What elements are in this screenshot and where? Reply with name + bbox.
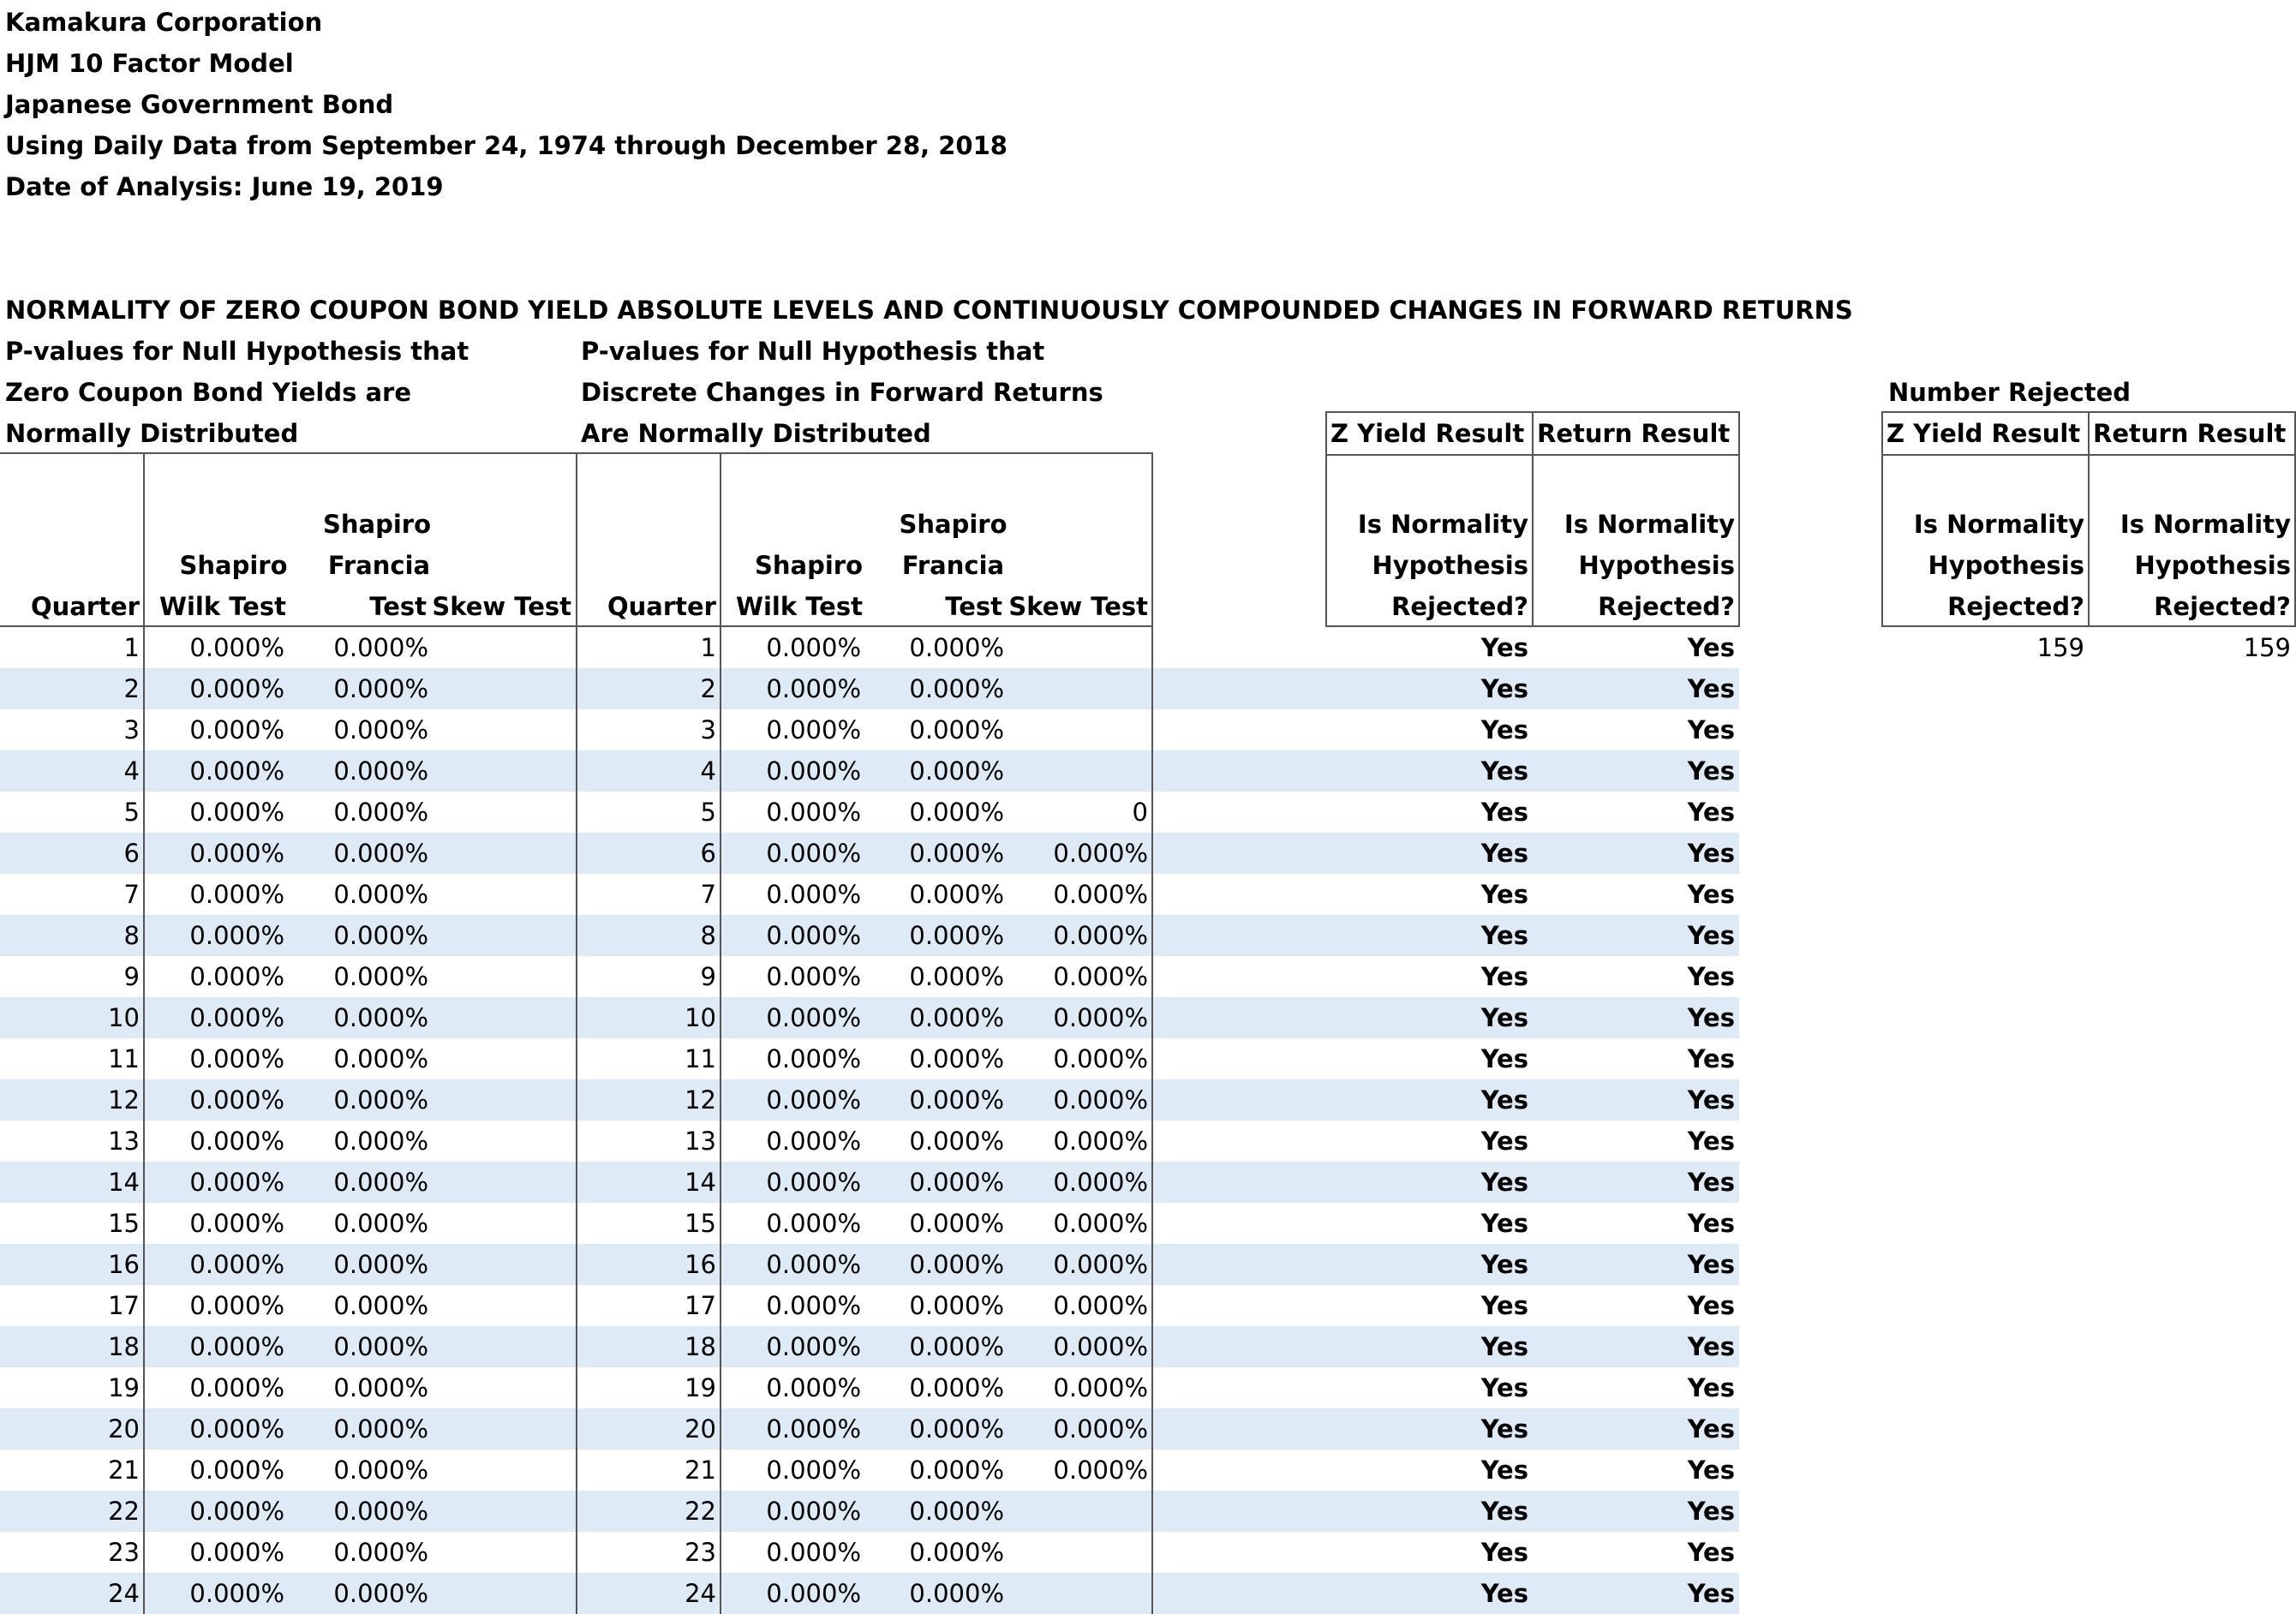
right-sf-cell: 0.000% [909,756,1004,786]
left-sw-cell: 0.000% [189,1332,284,1361]
right-quarter-cell: 18 [685,1332,716,1361]
z-yield-result-cell: Yes [1480,1209,1528,1238]
left-skew-cell [428,1450,571,1491]
left-sf-cell: 0.000% [333,1456,428,1485]
left-sw-cell: 0.000% [189,1209,284,1238]
left-quarter-cell: 8 [123,921,140,950]
left-sw-cell: 0.000% [189,839,284,868]
right-sf-cell: 0.000% [909,921,1004,950]
z-yield-result-cell: Yes [1480,1497,1528,1526]
return-result-cell: Yes [1687,1456,1735,1485]
left-skew-cell [428,709,571,750]
right-quarter-cell: 2 [700,674,716,703]
left-quarter-cell: 7 [123,880,140,909]
right-header-sf-3: Test [945,592,1002,621]
return-result-cell: Yes [1687,1250,1735,1279]
right-quarter-cell: 8 [700,921,716,950]
right-skew-cell: 0.000% [1053,1291,1148,1320]
right-sf-cell: 0.000% [909,1373,1004,1402]
left-sw-cell: 0.000% [189,798,284,827]
left-sw-cell: 0.000% [189,674,284,703]
right-skew-cell [1004,668,1148,709]
rejected-col2-sub-2: Hypothesis [2134,551,2291,580]
left-sf-cell: 0.000% [333,1579,428,1608]
z-yield-result-cell: Yes [1480,756,1528,786]
left-header-skew: Skew Test [432,592,571,621]
right-quarter-cell: 7 [700,880,716,909]
right-quarter-cell: 5 [700,798,716,827]
z-yield-result-cell: Yes [1480,633,1528,662]
left-quarter-cell: 19 [108,1373,140,1402]
z-yield-result-cell: Yes [1480,1579,1528,1608]
return-result-cell: Yes [1687,1127,1735,1156]
right-table-title-1: P-values for Null Hypothesis that [581,337,1045,366]
number-rejected-title: Number Rejected [1888,378,2132,407]
return-result-cell: Yes [1687,1579,1735,1608]
left-header-sf-1: Shapiro [322,510,432,539]
left-sw-cell: 0.000% [189,633,284,662]
right-skew-cell [1004,627,1148,668]
right-sw-cell: 0.000% [766,1127,861,1156]
right-skew-cell: 0.000% [1053,1414,1148,1444]
right-quarter-cell: 20 [685,1414,716,1444]
left-quarter-cell: 15 [108,1209,140,1238]
left-skew-cell [428,750,571,792]
left-divider-3 [720,452,721,1614]
right-sf-cell: 0.000% [909,1538,1004,1567]
right-sf-cell: 0.000% [909,798,1004,827]
left-quarter-cell: 5 [123,798,140,827]
z-yield-result-cell: Yes [1480,674,1528,703]
right-skew-cell: 0.000% [1053,1003,1148,1032]
left-sf-cell: 0.000% [333,1127,428,1156]
left-quarter-cell: 16 [108,1250,140,1279]
right-sw-cell: 0.000% [766,1497,861,1526]
right-quarter-cell: 24 [685,1579,716,1608]
left-sf-cell: 0.000% [333,756,428,786]
z-yield-result-cell: Yes [1480,921,1528,950]
right-quarter-cell: 11 [685,1044,716,1073]
results-col2-title: Return Result [1537,419,1731,448]
right-sw-cell: 0.000% [766,921,861,950]
left-quarter-cell: 2 [123,674,140,703]
right-header-quarter: Quarter [607,592,716,621]
right-quarter-cell: 9 [700,962,716,991]
left-sf-cell: 0.000% [333,921,428,950]
right-quarter-cell: 15 [685,1209,716,1238]
right-skew-cell: 0.000% [1053,880,1148,909]
rejected-col1-sub-1: Is Normality [1913,510,2084,539]
right-skew-cell: 0.000% [1053,1373,1148,1402]
left-sf-cell: 0.000% [333,1085,428,1115]
left-skew-cell [428,1162,571,1203]
z-yield-result-cell: Yes [1480,1538,1528,1567]
left-header-sf-3: Test [369,592,427,621]
right-sf-cell: 0.000% [909,633,1004,662]
right-sw-cell: 0.000% [766,1538,861,1567]
results-col1-sub-3: Rejected? [1391,592,1528,621]
right-sw-cell: 0.000% [766,1373,861,1402]
z-yield-result-cell: Yes [1480,880,1528,909]
left-quarter-cell: 24 [108,1579,140,1608]
left-sw-cell: 0.000% [189,1044,284,1073]
right-sw-cell: 0.000% [766,756,861,786]
rejected-col1-sub-3: Rejected? [1947,592,2084,621]
return-result-cell: Yes [1687,921,1735,950]
right-sf-cell: 0.000% [909,1497,1004,1526]
left-sw-cell: 0.000% [189,756,284,786]
left-table-title-3: Normally Distributed [5,419,299,448]
left-header-quarter: Quarter [30,592,140,621]
right-skew-cell [1004,1573,1148,1614]
left-quarter-cell: 1 [123,633,140,662]
z-yield-result-cell: Yes [1480,839,1528,868]
right-skew-cell: 0.000% [1053,1250,1148,1279]
z-yield-result-cell: Yes [1480,1168,1528,1197]
left-quarter-cell: 22 [108,1497,140,1526]
right-sw-cell: 0.000% [766,1250,861,1279]
left-sw-cell: 0.000% [189,921,284,950]
left-quarter-cell: 11 [108,1044,140,1073]
results-col2-sub-1: Is Normality [1564,510,1735,539]
z-yield-result-cell: Yes [1480,1291,1528,1320]
z-yield-result-cell: Yes [1480,1414,1528,1444]
bond-name: Japanese Government Bond [5,90,394,119]
rejected-col2-title: Return Result [2093,419,2287,448]
left-sf-cell: 0.000% [333,1332,428,1361]
right-header-skew: Skew Test [1008,592,1148,621]
right-sw-cell: 0.000% [766,1003,861,1032]
right-skew-cell: 0.000% [1053,1332,1148,1361]
left-sw-cell: 0.000% [189,880,284,909]
right-skew-cell: 0.000% [1053,962,1148,991]
return-result-cell: Yes [1687,1044,1735,1073]
right-sf-cell: 0.000% [909,1003,1004,1032]
right-table-title-2: Discrete Changes in Forward Returns [581,378,1103,407]
rejected-return-count: 159 [2243,633,2291,662]
return-result-cell: Yes [1687,1085,1735,1115]
right-sw-cell: 0.000% [766,1291,861,1320]
right-sf-cell: 0.000% [909,1044,1004,1073]
left-table-title-2: Zero Coupon Bond Yields are [5,378,412,407]
left-sw-cell: 0.000% [189,962,284,991]
return-result-cell: Yes [1687,1003,1735,1032]
right-sw-cell: 0.000% [766,1168,861,1197]
right-sw-cell: 0.000% [766,1456,861,1485]
left-skew-cell [428,668,571,709]
right-skew-cell: 0.000% [1053,1456,1148,1485]
left-skew-cell [428,833,571,874]
right-sf-cell: 0.000% [909,1127,1004,1156]
return-result-cell: Yes [1687,839,1735,868]
z-yield-result-cell: Yes [1480,1373,1528,1402]
right-skew-cell: 0.000% [1053,839,1148,868]
left-quarter-cell: 21 [108,1456,140,1485]
right-sf-cell: 0.000% [909,1456,1004,1485]
left-sf-cell: 0.000% [333,1209,428,1238]
right-quarter-cell: 14 [685,1168,716,1197]
return-result-cell: Yes [1687,880,1735,909]
right-quarter-cell: 4 [700,756,716,786]
right-sw-cell: 0.000% [766,962,861,991]
left-sw-cell: 0.000% [189,1373,284,1402]
left-sf-cell: 0.000% [333,1291,428,1320]
right-sf-cell: 0.000% [909,1579,1004,1608]
left-skew-cell [428,1079,571,1121]
left-skew-cell [428,1367,571,1408]
right-table-title-3: Are Normally Distributed [581,419,931,448]
left-sf-cell: 0.000% [333,1044,428,1073]
left-quarter-cell: 14 [108,1168,140,1197]
left-sf-cell: 0.000% [333,798,428,827]
left-skew-cell [428,1491,571,1532]
return-result-cell: Yes [1687,1538,1735,1567]
left-sw-cell: 0.000% [189,715,284,744]
left-quarter-cell: 18 [108,1332,140,1361]
z-yield-result-cell: Yes [1480,1085,1528,1115]
left-skew-cell [428,1203,571,1244]
right-sf-cell: 0.000% [909,1291,1004,1320]
right-sf-cell: 0.000% [909,1414,1004,1444]
right-header-sf-1: Shapiro [899,510,1007,539]
z-yield-result-cell: Yes [1480,1332,1528,1361]
z-yield-result-cell: Yes [1480,1250,1528,1279]
left-sf-cell: 0.000% [333,715,428,744]
left-header-sw-1: Shapiro [179,551,288,580]
return-result-cell: Yes [1687,674,1735,703]
data-range: Using Daily Data from September 24, 1974 through December 28, 2018 [5,131,1007,160]
right-quarter-cell: 19 [685,1373,716,1402]
results-col2-sub-3: Rejected? [1598,592,1735,621]
return-result-cell: Yes [1687,1497,1735,1526]
results-col2-sub-2: Hypothesis [1578,551,1735,580]
right-skew-cell: 0.000% [1053,1044,1148,1073]
right-sw-cell: 0.000% [766,798,861,827]
right-skew-cell: 0.000% [1053,1085,1148,1115]
right-sw-cell: 0.000% [766,674,861,703]
right-sf-cell: 0.000% [909,674,1004,703]
right-header-sf-2: Francia [901,551,1005,580]
right-quarter-cell: 13 [685,1127,716,1156]
results-divider [1532,411,1534,627]
section-title: NORMALITY OF ZERO COUPON BOND YIELD ABSOLUTE LEVELS AND CONTINUOUSLY COMPOUNDED CHANGES IN FORWARD RETURNS [5,296,1853,325]
z-yield-result-cell: Yes [1480,1456,1528,1485]
right-header-sw-1: Shapiro [754,551,864,580]
z-yield-result-cell: Yes [1480,1044,1528,1073]
rejected-col2-sub-1: Is Normality [2120,510,2291,539]
right-quarter-cell: 22 [685,1497,716,1526]
left-sf-cell: 0.000% [333,1497,428,1526]
right-quarter-cell: 12 [685,1085,716,1115]
right-sf-cell: 0.000% [909,1250,1004,1279]
left-sf-cell: 0.000% [333,880,428,909]
right-quarter-cell: 6 [700,839,716,868]
right-sw-cell: 0.000% [766,1579,861,1608]
z-yield-result-cell: Yes [1480,962,1528,991]
return-result-cell: Yes [1687,1209,1735,1238]
left-sf-cell: 0.000% [333,962,428,991]
left-sf-cell: 0.000% [333,674,428,703]
left-divider-2 [576,452,577,1614]
right-quarter-cell: 23 [685,1538,716,1567]
right-sw-cell: 0.000% [766,1209,861,1238]
right-sf-cell: 0.000% [909,715,1004,744]
left-sf-cell: 0.000% [333,1250,428,1279]
right-sw-cell: 0.000% [766,1414,861,1444]
rejected-divider [2088,411,2090,627]
left-sf-cell: 0.000% [333,1373,428,1402]
left-quarter-cell: 9 [123,962,140,991]
return-result-cell: Yes [1687,962,1735,991]
right-skew-cell: 0.000% [1053,921,1148,950]
analysis-date: Date of Analysis: June 19, 2019 [5,172,444,201]
left-skew-cell [428,1573,571,1614]
right-sw-cell: 0.000% [766,1332,861,1361]
return-result-cell: Yes [1687,1291,1735,1320]
left-sf-cell: 0.000% [333,1538,428,1567]
return-result-cell: Yes [1687,1168,1735,1197]
right-skew-cell: 0.000% [1053,1127,1148,1156]
right-quarter-cell: 10 [685,1003,716,1032]
left-sf-cell: 0.000% [333,633,428,662]
right-sw-cell: 0.000% [766,633,861,662]
left-skew-cell [428,997,571,1038]
model-name: HJM 10 Factor Model [5,49,294,78]
left-sw-cell: 0.000% [189,1127,284,1156]
return-result-cell: Yes [1687,798,1735,827]
results-col1-title: Z Yield Result [1330,419,1525,448]
company-name: Kamakura Corporation [5,8,323,37]
left-sf-cell: 0.000% [333,1414,428,1444]
left-sw-cell: 0.000% [189,1579,284,1608]
right-skew-cell [1004,1532,1148,1573]
right-quarter-cell: 17 [685,1291,716,1320]
right-skew-cell: 0.000% [1053,1168,1148,1197]
right-sw-cell: 0.000% [766,715,861,744]
right-sf-cell: 0.000% [909,1168,1004,1197]
rejected-col1-title: Z Yield Result [1886,419,2081,448]
return-result-cell: Yes [1687,1373,1735,1402]
right-sf-cell: 0.000% [909,1209,1004,1238]
left-skew-cell [428,1532,571,1573]
left-skew-cell [428,1121,571,1162]
z-yield-result-cell: Yes [1480,798,1528,827]
right-sw-cell: 0.000% [766,880,861,909]
right-quarter-cell: 3 [700,715,716,744]
rejected-col1-sub-2: Hypothesis [1928,551,2084,580]
right-table-right-border [1151,452,1153,1614]
left-skew-cell [428,1244,571,1285]
left-sw-cell: 0.000% [189,1456,284,1485]
left-header-sf-2: Francia [327,551,431,580]
left-quarter-cell: 6 [123,839,140,868]
right-quarter-cell: 1 [700,633,716,662]
left-skew-cell [428,874,571,915]
left-sw-cell: 0.000% [189,1003,284,1032]
left-skew-cell [428,1038,571,1079]
left-quarter-cell: 17 [108,1291,140,1320]
return-result-cell: Yes [1687,756,1735,786]
right-sf-cell: 0.000% [909,839,1004,868]
left-sf-cell: 0.000% [333,839,428,868]
z-yield-result-cell: Yes [1480,715,1528,744]
right-skew-cell: 0 [1132,798,1148,827]
left-skew-cell [428,1285,571,1326]
left-quarter-cell: 4 [123,756,140,786]
left-skew-cell [428,1326,571,1367]
left-sf-cell: 0.000% [333,1003,428,1032]
return-result-cell: Yes [1687,633,1735,662]
left-quarter-cell: 20 [108,1414,140,1444]
right-skew-cell [1004,1491,1148,1532]
left-sw-cell: 0.000% [189,1168,284,1197]
left-quarter-cell: 3 [123,715,140,744]
right-skew-cell [1004,750,1148,792]
left-sw-cell: 0.000% [189,1414,284,1444]
left-quarter-cell: 13 [108,1127,140,1156]
z-yield-result-cell: Yes [1480,1003,1528,1032]
right-sw-cell: 0.000% [766,839,861,868]
left-header-sw-2: Wilk Test [159,592,286,621]
left-sw-cell: 0.000% [189,1497,284,1526]
left-sw-cell: 0.000% [189,1250,284,1279]
right-header-sw-2: Wilk Test [736,592,863,621]
left-sw-cell: 0.000% [189,1085,284,1115]
results-col1-sub-1: Is Normality [1357,510,1528,539]
right-sf-cell: 0.000% [909,962,1004,991]
left-skew-cell [428,915,571,956]
left-skew-cell [428,792,571,833]
left-sw-cell: 0.000% [189,1291,284,1320]
right-skew-cell: 0.000% [1053,1209,1148,1238]
right-quarter-cell: 21 [685,1456,716,1485]
right-sf-cell: 0.000% [909,1085,1004,1115]
left-quarter-cell: 23 [108,1538,140,1567]
right-sf-cell: 0.000% [909,880,1004,909]
return-result-cell: Yes [1687,1332,1735,1361]
right-sf-cell: 0.000% [909,1332,1004,1361]
left-skew-cell [428,956,571,997]
left-table-title-1: P-values for Null Hypothesis that [5,337,469,366]
left-skew-cell [428,1408,571,1450]
left-skew-cell [428,627,571,668]
z-yield-result-cell: Yes [1480,1127,1528,1156]
rejected-col2-sub-3: Rejected? [2154,592,2291,621]
rejected-z-yield-count: 159 [2036,633,2084,662]
right-sw-cell: 0.000% [766,1044,861,1073]
left-sw-cell: 0.000% [189,1538,284,1567]
left-quarter-cell: 10 [108,1003,140,1032]
return-result-cell: Yes [1687,715,1735,744]
left-divider-1 [143,452,145,1614]
results-col1-sub-2: Hypothesis [1372,551,1528,580]
return-result-cell: Yes [1687,1414,1735,1444]
right-sw-cell: 0.000% [766,1085,861,1115]
right-quarter-cell: 16 [685,1250,716,1279]
left-quarter-cell: 12 [108,1085,140,1115]
left-sf-cell: 0.000% [333,1168,428,1197]
right-skew-cell [1004,709,1148,750]
